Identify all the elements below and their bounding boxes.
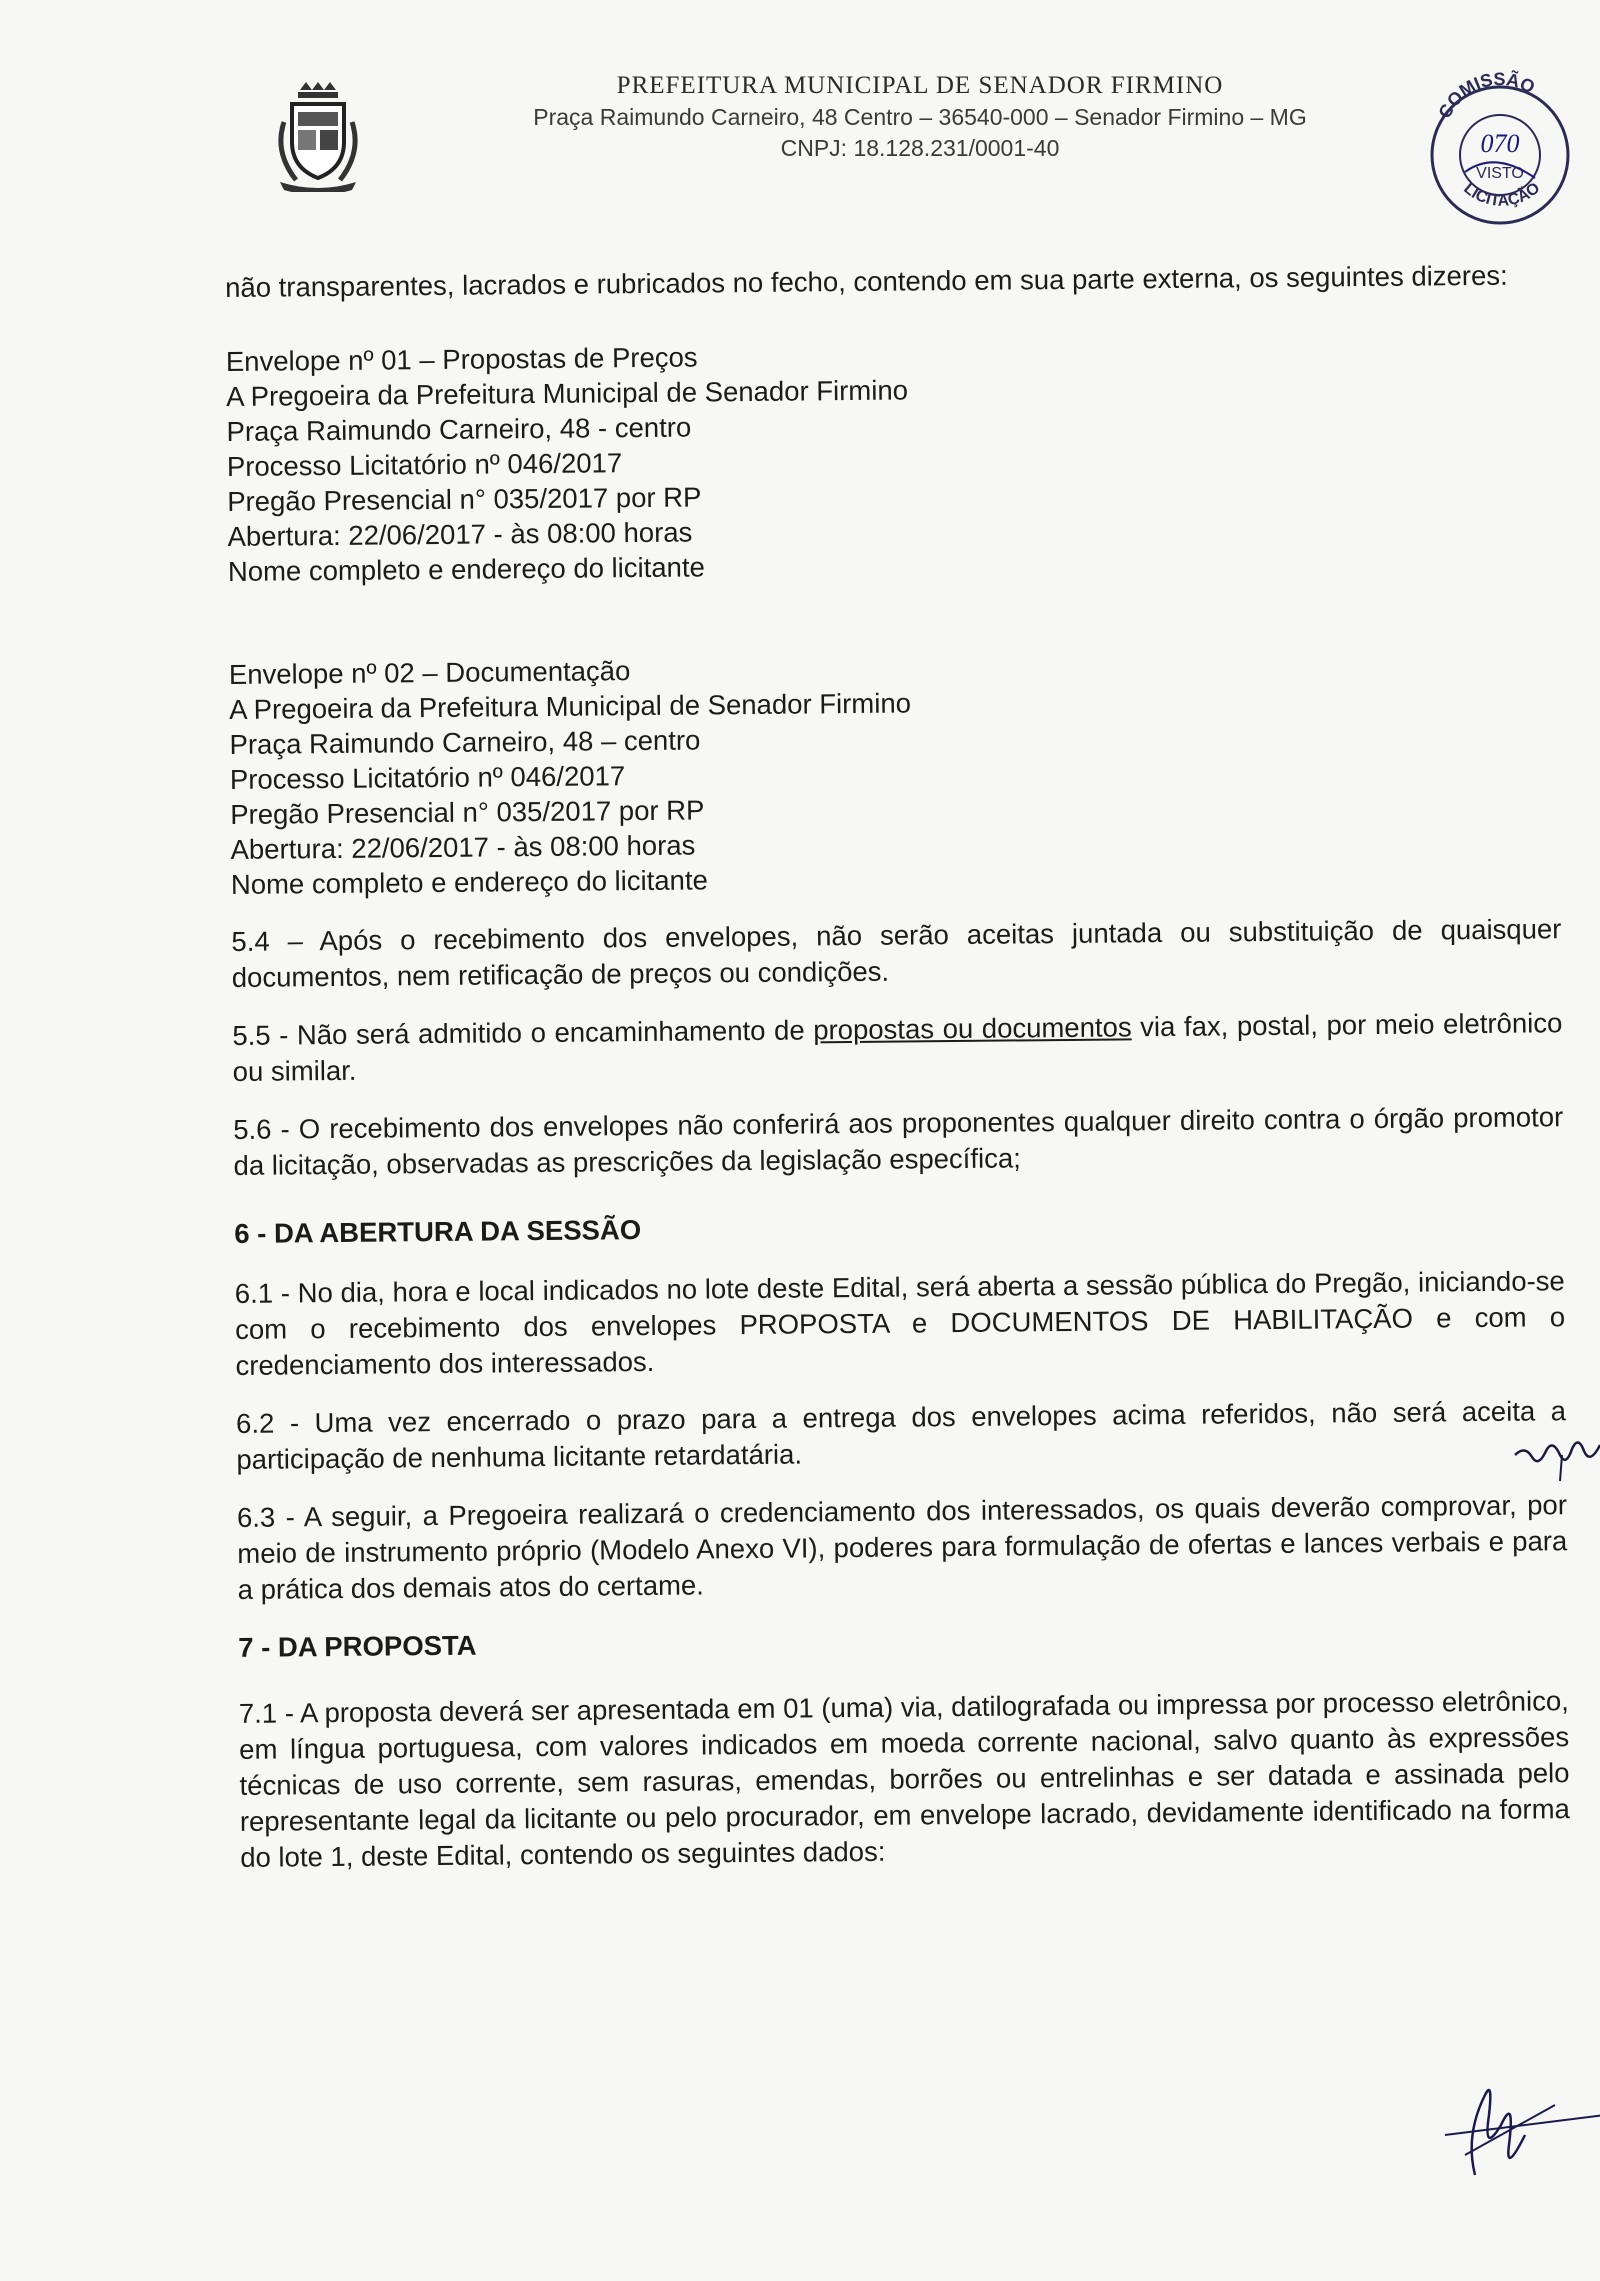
document-body bbox=[225, 257, 1570, 1876]
envelope-2-line: Processo Licitatório nº 046/2017 bbox=[229, 760, 626, 795]
stamp-number: 070 bbox=[1480, 129, 1520, 158]
envelope-1-line: Praça Raimundo Carneiro, 48 - centro bbox=[226, 411, 692, 447]
clause-5-5-start: 5.5 - Não será admitido o encaminhamento de bbox=[232, 1014, 814, 1051]
clause-5-5 bbox=[232, 1005, 1563, 1090]
clause-5-6: 5.6 - O recebimento dos envelopes não conferirá aos proponentes qualquer direito contra o órgão promotor da licitação, observadas as prescrições da legislação específica; bbox=[233, 1101, 1564, 1181]
intro-paragraph: não transparentes, lacrados e rubricados no fecho, contendo em sua parte externa, os seguintes dizeres: bbox=[225, 259, 1508, 303]
clause-6-1: 6.1 - No dia, hora e local indicados no lote deste Edital, será aberta a sessão pública do Pregão, iniciando-se com o recebimento dos envelopes PROPOSTA e DOCUMENTOS DE HABILITAÇÃO e com o credenciamento dos interessados. bbox=[234, 1265, 1566, 1381]
stamp-visto: VISTO bbox=[1476, 165, 1524, 182]
letterhead-title: PREFEITURA MUNICIPAL DE SENADOR FIRMINO bbox=[616, 72, 1224, 99]
envelope-2-line: Envelope nº 02 – Documentação bbox=[228, 655, 631, 690]
envelope-2-line: Pregão Presencial n° 035/2017 por RP bbox=[230, 794, 705, 830]
envelope-1-line: A Pregoeira da Prefeitura Municipal de Senador Firmino bbox=[226, 374, 909, 412]
envelope-2-line: Praça Raimundo Carneiro, 48 – centro bbox=[229, 724, 701, 760]
letterhead bbox=[270, 62, 1370, 182]
clause-5-5-end: via fax, postal, por meio eletrônico ou similar. bbox=[232, 1007, 1563, 1087]
section-7-heading: 7 - DA PROPOSTA bbox=[238, 1629, 477, 1663]
envelope-1-block bbox=[226, 331, 1558, 589]
envelope-2-line: Abertura: 22/06/2017 - às 08:00 horas bbox=[230, 829, 696, 865]
envelope-1-line: Pregão Presencial n° 035/2017 por RP bbox=[227, 481, 702, 517]
envelope-2-line: A Pregoeira da Prefeitura Municipal de Senador Firmino bbox=[229, 687, 912, 725]
svg-text:LICITAÇÃO bbox=[1460, 180, 1543, 210]
stamp-bottom-text: LICITAÇÃO bbox=[1460, 179, 1544, 210]
svg-text:COMISSÃO bbox=[1434, 68, 1538, 121]
letterhead-address: Praça Raimundo Carneiro, 48 Centro – 36540-000 – Senador Firmino – MG bbox=[533, 104, 1307, 130]
municipal-crest-icon bbox=[270, 82, 366, 192]
clause-7-1: 7.1 - A proposta deverá ser apresentada em 01 (uma) via, datilografada ou impressa por processo eletrônico, em língua portuguesa, com valores indicados em moeda corrente nacional, salvo quanto às expressões técnicas de uso corrente, sem rasuras, emendas, borrões ou entrelinhas e ser datada e assinada pelo representante legal da licitante ou pelo procurador, em envelope lacrado, devidamente identificado na forma do lote 1, deste Edital, contendo os seguintes dados: bbox=[238, 1685, 1570, 1873]
envelope-1-line: Nome completo e endereço do licitante bbox=[227, 551, 705, 587]
envelope-1-line: Processo Licitatório nº 046/2017 bbox=[226, 447, 623, 482]
envelope-1-line: Abertura: 22/06/2017 - às 08:00 horas bbox=[227, 516, 693, 552]
clause-5-4: 5.4 – Após o recebimento dos envelopes, não serão aceitas juntada ou substituição de quaisquer documentos, nem retificação de preços ou condições. bbox=[231, 913, 1562, 993]
commission-stamp bbox=[1425, 60, 1575, 230]
section-6-heading: 6 - DA ABERTURA DA SESSÃO bbox=[234, 1214, 642, 1249]
envelope-2-block bbox=[229, 644, 1561, 902]
letterhead-cnpj: CNPJ: 18.128.231/0001-40 bbox=[780, 135, 1060, 161]
signature-mark bbox=[1405, 2065, 1600, 2185]
initials-signature bbox=[1510, 1415, 1600, 1485]
envelope-2-line: Nome completo e endereço do licitante bbox=[230, 864, 708, 900]
stamp-top-text: COMISSÃO bbox=[1434, 68, 1539, 122]
envelope-1-line: Envelope nº 01 – Propostas de Preços bbox=[225, 341, 698, 377]
clause-5-5-underlined: propostas ou documentos bbox=[813, 1011, 1132, 1046]
clause-6-2: 6.2 - Uma vez encerrado o prazo para a entrega dos envelopes acima referidos, não será aceita a participação de nenhuma licitante retardatária. bbox=[235, 1395, 1567, 1475]
clause-6-3: 6.3 - A seguir, a Pregoeira realizará o credenciamento dos interessados, os quais deverão comprovar, por meio de instrumento próprio (Modelo Anexo VI), poderes para formulação de ofertas e lances verbais e para a prática dos demais atos do certame. bbox=[236, 1489, 1568, 1605]
